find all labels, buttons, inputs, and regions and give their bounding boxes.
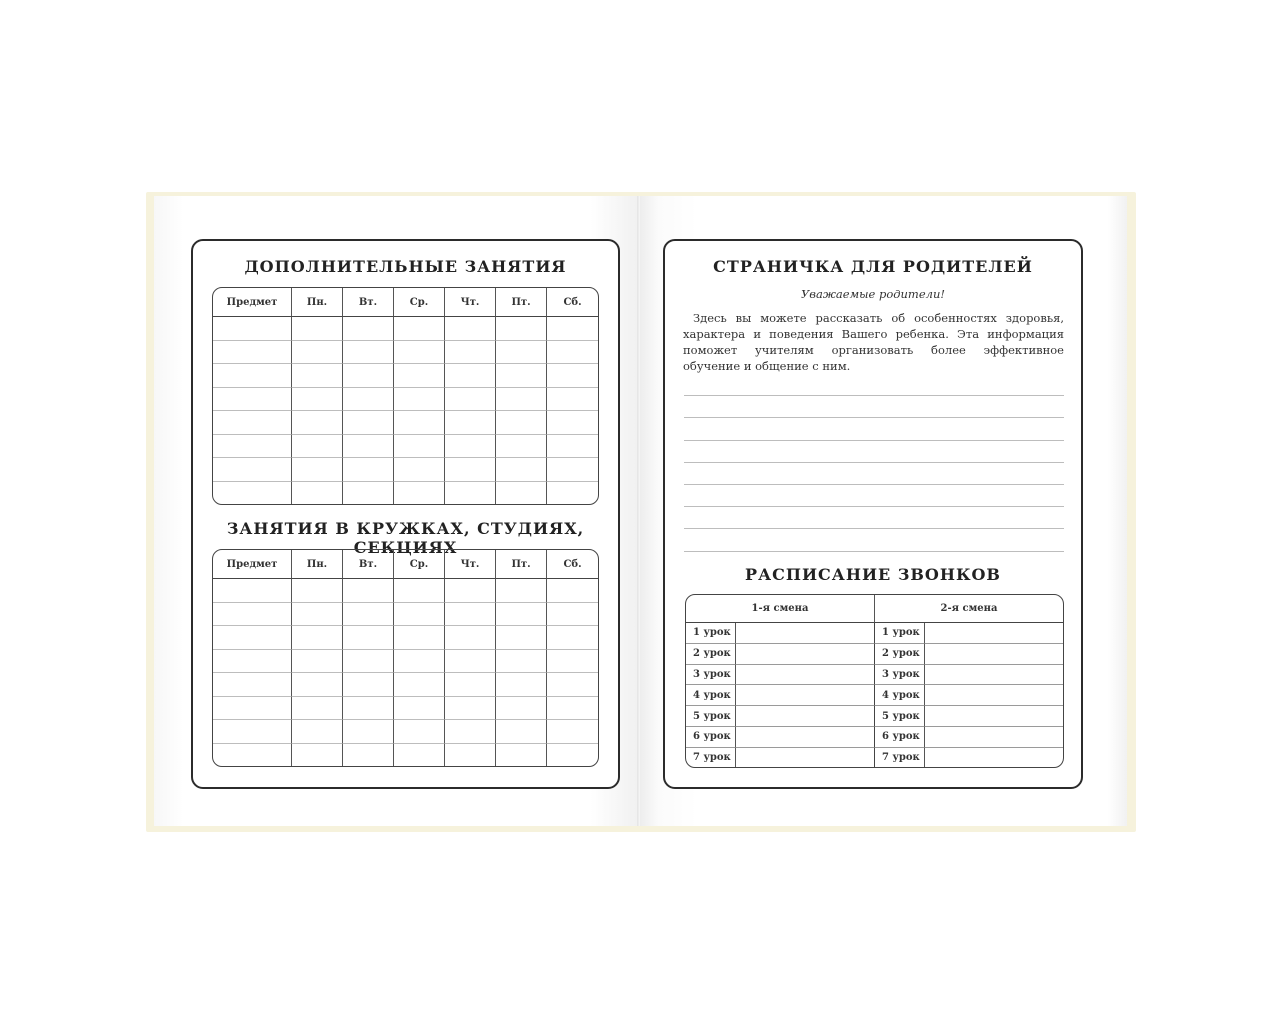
table-row (213, 720, 598, 744)
table-cell[interactable] (213, 579, 292, 603)
lesson-row (686, 644, 1063, 665)
table-cell[interactable] (394, 388, 445, 412)
column-header: Чт. (445, 288, 496, 317)
column-header: Предмет (213, 550, 292, 579)
shift-2-header: 2-я смена (875, 595, 1063, 623)
table-cell[interactable] (394, 697, 445, 721)
table-cell[interactable] (343, 317, 394, 341)
table-cell[interactable] (343, 626, 394, 650)
table-cell[interactable] (343, 720, 394, 744)
writing-line[interactable] (684, 418, 1064, 440)
table-cell[interactable] (445, 650, 496, 674)
lesson-label-shift1: 5 урок (686, 706, 736, 727)
table-cell[interactable] (445, 458, 496, 482)
writing-line[interactable] (684, 507, 1064, 529)
table-cell[interactable] (445, 744, 496, 767)
table-cell[interactable] (445, 626, 496, 650)
lesson-time-shift2[interactable] (925, 727, 1063, 748)
table-cell[interactable] (547, 579, 598, 603)
lesson-time-shift2[interactable] (925, 685, 1063, 706)
table-cell[interactable] (394, 744, 445, 767)
table-row (213, 650, 598, 674)
table-cell[interactable] (213, 388, 292, 412)
table-cell[interactable] (292, 458, 343, 482)
lesson-row (686, 727, 1063, 748)
table-cell[interactable] (445, 317, 496, 341)
lesson-label-shift2: 3 урок (875, 665, 925, 686)
lesson-label-shift2: 5 урок (875, 706, 925, 727)
table-cell[interactable] (394, 603, 445, 627)
table-row (213, 388, 598, 412)
table-cell[interactable] (547, 650, 598, 674)
lesson-time-shift1[interactable] (736, 685, 875, 706)
writing-line[interactable] (684, 441, 1064, 463)
table-cell[interactable] (292, 673, 343, 697)
lesson-time-shift2[interactable] (925, 623, 1063, 644)
column-header: Вт. (343, 550, 394, 579)
table-row (213, 458, 598, 482)
table-row (213, 341, 598, 365)
column-header: Пн. (292, 550, 343, 579)
lesson-label-shift2: 2 урок (875, 644, 925, 665)
lesson-label-shift1: 3 урок (686, 665, 736, 686)
table-cell[interactable] (445, 720, 496, 744)
greeting: Уважаемые родители! (801, 287, 945, 301)
clubs-table (212, 549, 599, 767)
table-cell[interactable] (292, 697, 343, 721)
table-cell[interactable] (445, 341, 496, 365)
table-cell[interactable] (394, 435, 445, 459)
lesson-label-shift1: 7 урок (686, 748, 736, 767)
lesson-row (686, 623, 1063, 644)
table-cell[interactable] (496, 341, 547, 365)
lesson-row (686, 748, 1063, 767)
table-cell[interactable] (213, 482, 292, 505)
column-header: Сб. (547, 288, 598, 317)
lesson-label-shift2: 6 урок (875, 727, 925, 748)
writing-line[interactable] (684, 374, 1064, 396)
lesson-time-shift2[interactable] (925, 665, 1063, 686)
lesson-label-shift1: 4 урок (686, 685, 736, 706)
lesson-row (686, 706, 1063, 727)
table-row (213, 603, 598, 627)
table-cell[interactable] (547, 317, 598, 341)
table-cell[interactable] (213, 411, 292, 435)
table-cell[interactable] (343, 388, 394, 412)
table-cell[interactable] (547, 697, 598, 721)
table-cell[interactable] (547, 388, 598, 412)
table-cell[interactable] (547, 744, 598, 767)
column-header: Ср. (394, 550, 445, 579)
table-cell[interactable] (292, 650, 343, 674)
table-cell[interactable] (394, 341, 445, 365)
writing-line[interactable] (684, 529, 1064, 551)
table-cell[interactable] (445, 435, 496, 459)
table-cell[interactable] (547, 458, 598, 482)
lesson-label-shift2: 1 урок (875, 623, 925, 644)
table-cell[interactable] (445, 603, 496, 627)
table-cell[interactable] (394, 650, 445, 674)
table-cell[interactable] (292, 341, 343, 365)
table-cell[interactable] (343, 364, 394, 388)
table-cell[interactable] (343, 673, 394, 697)
lesson-label-shift2: 4 урок (875, 685, 925, 706)
table-cell[interactable] (213, 650, 292, 674)
table-cell[interactable] (213, 435, 292, 459)
bell-schedule-title: РАСПИСАНИЕ ЗВОНКОВ (745, 565, 1001, 584)
table-cell[interactable] (292, 482, 343, 505)
table-cell[interactable] (496, 482, 547, 505)
table-cell[interactable] (213, 626, 292, 650)
table-row (213, 744, 598, 767)
column-header: Пт. (496, 550, 547, 579)
table-cell[interactable] (496, 744, 547, 767)
table-cell[interactable] (343, 579, 394, 603)
table-cell[interactable] (496, 388, 547, 412)
table-cell[interactable] (547, 411, 598, 435)
table-cell[interactable] (213, 458, 292, 482)
lesson-time-shift2[interactable] (925, 748, 1063, 767)
table-cell[interactable] (394, 458, 445, 482)
lesson-time-shift1[interactable] (736, 748, 875, 767)
table-cell[interactable] (496, 673, 547, 697)
table-cell[interactable] (343, 482, 394, 505)
book-spine (637, 196, 640, 826)
table-cell[interactable] (343, 603, 394, 627)
table-cell[interactable] (547, 435, 598, 459)
table-cell[interactable] (496, 697, 547, 721)
table-cell[interactable] (394, 673, 445, 697)
bell-schedule-table (685, 594, 1064, 768)
table-cell[interactable] (343, 341, 394, 365)
table-cell[interactable] (394, 482, 445, 505)
table-cell[interactable] (445, 388, 496, 412)
table-cell[interactable] (292, 626, 343, 650)
table-cell[interactable] (496, 720, 547, 744)
table-cell[interactable] (343, 744, 394, 767)
table-cell[interactable] (445, 673, 496, 697)
lesson-time-shift2[interactable] (925, 644, 1063, 665)
lesson-time-shift1[interactable] (736, 727, 875, 748)
table-row (213, 673, 598, 697)
column-header: Предмет (213, 288, 292, 317)
column-header: Сб. (547, 550, 598, 579)
column-header: Пт. (496, 288, 547, 317)
table-cell[interactable] (394, 720, 445, 744)
table-cell[interactable] (547, 626, 598, 650)
table-cell[interactable] (394, 411, 445, 435)
table-cell[interactable] (213, 603, 292, 627)
table-cell[interactable] (496, 364, 547, 388)
table-cell[interactable] (213, 341, 292, 365)
table-cell[interactable] (343, 650, 394, 674)
lesson-label-shift2: 7 урок (875, 748, 925, 767)
column-header: Пн. (292, 288, 343, 317)
table-cell[interactable] (496, 579, 547, 603)
table-cell[interactable] (496, 317, 547, 341)
parents-page-title: СТРАНИЧКА ДЛЯ РОДИТЕЛЕЙ (713, 257, 1033, 276)
table-cell[interactable] (213, 744, 292, 767)
lesson-time-shift1[interactable] (736, 623, 875, 644)
table-cell[interactable] (292, 411, 343, 435)
table-cell[interactable] (496, 458, 547, 482)
table-cell[interactable] (292, 364, 343, 388)
shift-1-header: 1-я смена (686, 595, 875, 623)
table-row (213, 411, 598, 435)
table-cell[interactable] (292, 317, 343, 341)
table-cell[interactable] (213, 364, 292, 388)
lesson-time-shift2[interactable] (925, 706, 1063, 727)
table-cell[interactable] (213, 697, 292, 721)
lesson-time-shift1[interactable] (736, 706, 875, 727)
table-cell[interactable] (213, 720, 292, 744)
table-cell[interactable] (547, 603, 598, 627)
writing-lines (684, 374, 1064, 552)
writing-line[interactable] (684, 463, 1064, 485)
table-cell[interactable] (394, 317, 445, 341)
lesson-row (686, 685, 1063, 706)
table-cell[interactable] (343, 458, 394, 482)
table-cell[interactable] (394, 364, 445, 388)
lesson-label-shift1: 6 урок (686, 727, 736, 748)
table-cell[interactable] (445, 579, 496, 603)
table-cell[interactable] (394, 579, 445, 603)
table-cell[interactable] (547, 673, 598, 697)
lesson-row (686, 665, 1063, 686)
table-cell[interactable] (343, 435, 394, 459)
table-cell[interactable] (496, 603, 547, 627)
table-cell[interactable] (445, 697, 496, 721)
writing-line[interactable] (684, 485, 1064, 507)
table-cell[interactable] (445, 364, 496, 388)
table-cell[interactable] (292, 744, 343, 767)
table-cell[interactable] (343, 697, 394, 721)
table-row (213, 435, 598, 459)
table-cell[interactable] (547, 720, 598, 744)
table-cell[interactable] (394, 626, 445, 650)
table-cell[interactable] (213, 673, 292, 697)
table-cell[interactable] (292, 388, 343, 412)
table-cell[interactable] (445, 411, 496, 435)
table-cell[interactable] (547, 364, 598, 388)
lesson-time-shift1[interactable] (736, 644, 875, 665)
lesson-label-shift1: 1 урок (686, 623, 736, 644)
table-cell[interactable] (292, 603, 343, 627)
table-cell[interactable] (292, 435, 343, 459)
table-row (213, 317, 598, 341)
table-cell[interactable] (445, 482, 496, 505)
lesson-label-shift1: 2 урок (686, 644, 736, 665)
table-cell[interactable] (496, 411, 547, 435)
table-cell[interactable] (292, 720, 343, 744)
table-cell[interactable] (547, 482, 598, 505)
table-cell[interactable] (292, 579, 343, 603)
table-cell[interactable] (343, 411, 394, 435)
column-header: Вт. (343, 288, 394, 317)
column-header: Чт. (445, 550, 496, 579)
table-row (213, 579, 598, 603)
table-row (213, 364, 598, 388)
table-cell[interactable] (496, 650, 547, 674)
table-cell[interactable] (496, 626, 547, 650)
table-row (213, 482, 598, 505)
table-cell[interactable] (213, 317, 292, 341)
table-cell[interactable] (496, 435, 547, 459)
additional-classes-table (212, 287, 599, 505)
lesson-time-shift1[interactable] (736, 665, 875, 686)
column-header: Ср. (394, 288, 445, 317)
additional-classes-title: ДОПОЛНИТЕЛЬНЫЕ ЗАНЯТИЯ (244, 257, 567, 276)
table-cell[interactable] (547, 341, 598, 365)
clubs-title: ЗАНЯТИЯ В КРУЖКАХ, СТУДИЯХ, СЕКЦИЯХ (226, 519, 585, 557)
table-row (213, 697, 598, 721)
parents-paragraph: Здесь вы можете рассказать об особенностях здоровья, характера и поведения Вашего ребенка. Эта информация поможет учителям организовать более эффективное обучение и общение с ним. (683, 311, 1064, 373)
writing-line[interactable] (684, 396, 1064, 418)
table-row (213, 626, 598, 650)
